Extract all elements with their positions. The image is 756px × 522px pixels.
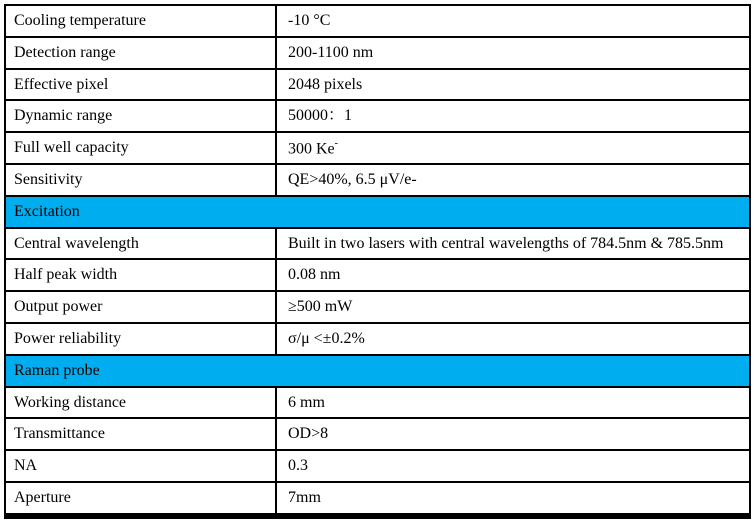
spec-value-cell xyxy=(276,418,750,450)
spec-value-cell xyxy=(276,164,750,196)
spec-label: Power reliability xyxy=(14,330,122,348)
table-row xyxy=(5,69,750,101)
section-title: Raman probe xyxy=(14,361,100,379)
spec-label-cell xyxy=(5,164,276,196)
spec-value: 200-1100 nm xyxy=(288,43,374,61)
spec-value: 50000：1 xyxy=(288,107,353,125)
table-row xyxy=(5,5,750,37)
spec-label-cell xyxy=(5,259,276,291)
spec-table xyxy=(4,4,751,519)
table-row xyxy=(5,450,750,482)
spec-value-cell xyxy=(276,100,750,132)
spec-label-cell xyxy=(5,291,276,323)
spec-value-cell xyxy=(276,291,750,323)
spec-value-cell xyxy=(276,323,750,355)
spec-label: Transmittance xyxy=(14,425,105,443)
table-row xyxy=(5,387,750,419)
section-header-cell xyxy=(5,196,750,228)
spec-label: Full well capacity xyxy=(14,139,129,157)
spec-label-cell xyxy=(5,418,276,450)
spec-label: Working distance xyxy=(14,393,127,411)
spec-label-cell xyxy=(5,132,276,164)
spec-value-cell xyxy=(276,37,750,69)
spec-label-cell xyxy=(5,323,276,355)
spec-label: NA xyxy=(14,457,38,475)
spec-value-cell xyxy=(276,5,750,37)
spec-value: OD>8 xyxy=(288,425,329,443)
spec-value: 300 Ke xyxy=(288,139,335,157)
spec-label: Dynamic range xyxy=(14,107,113,125)
spec-label: Detection range xyxy=(14,43,116,61)
spec-value-cell xyxy=(276,482,750,516)
table-row xyxy=(5,100,750,132)
table-row xyxy=(5,418,750,450)
spec-label: Aperture xyxy=(14,489,71,507)
spec-value-superscript: - xyxy=(334,137,338,149)
spec-label-cell xyxy=(5,69,276,101)
spec-value-cell xyxy=(276,228,750,260)
spec-label-cell xyxy=(5,387,276,419)
spec-value-cell xyxy=(276,259,750,291)
spec-value-cell xyxy=(276,450,750,482)
spec-value: 6 mm xyxy=(288,393,325,411)
table-row xyxy=(5,259,750,291)
spec-label-cell xyxy=(5,482,276,516)
table-row xyxy=(5,164,750,196)
spec-label: Output power xyxy=(14,298,103,316)
spec-label-cell xyxy=(5,450,276,482)
spec-value-cell xyxy=(276,69,750,101)
spec-label-cell xyxy=(5,100,276,132)
spec-label: Half peak width xyxy=(14,266,118,284)
spec-value: 0.3 xyxy=(288,457,308,475)
table-row xyxy=(5,482,750,516)
table-row xyxy=(5,132,750,164)
spec-value: -10 °C xyxy=(288,12,331,30)
spec-value: QE>40%, 6.5 μV/e- xyxy=(288,171,417,189)
table-row xyxy=(5,37,750,69)
section-header-row xyxy=(5,355,750,387)
spec-value: σ/μ <±0.2% xyxy=(288,330,365,348)
spec-label: Effective pixel xyxy=(14,75,109,93)
table-row xyxy=(5,228,750,260)
section-title: Excitation xyxy=(14,202,80,220)
spec-label-cell xyxy=(5,37,276,69)
spec-label-cell xyxy=(5,228,276,260)
table-row xyxy=(5,291,750,323)
table-row xyxy=(5,323,750,355)
spec-label: Central wavelength xyxy=(14,234,139,252)
spec-value: 2048 pixels xyxy=(288,75,363,93)
spec-value-cell xyxy=(276,132,750,164)
spec-label-cell xyxy=(5,5,276,37)
spec-label: Sensitivity xyxy=(14,171,83,189)
spec-value: Built in two lasers with central wavelengths of 784.5nm & 785.5nm xyxy=(288,234,724,252)
spec-value-cell xyxy=(276,387,750,419)
spec-label: Cooling temperature xyxy=(14,12,146,30)
spec-value: 0.08 nm xyxy=(288,266,341,284)
section-header-row xyxy=(5,196,750,228)
spec-value: ≥500 mW xyxy=(288,298,353,316)
section-header-cell xyxy=(5,355,750,387)
spec-value: 7mm xyxy=(288,489,321,507)
